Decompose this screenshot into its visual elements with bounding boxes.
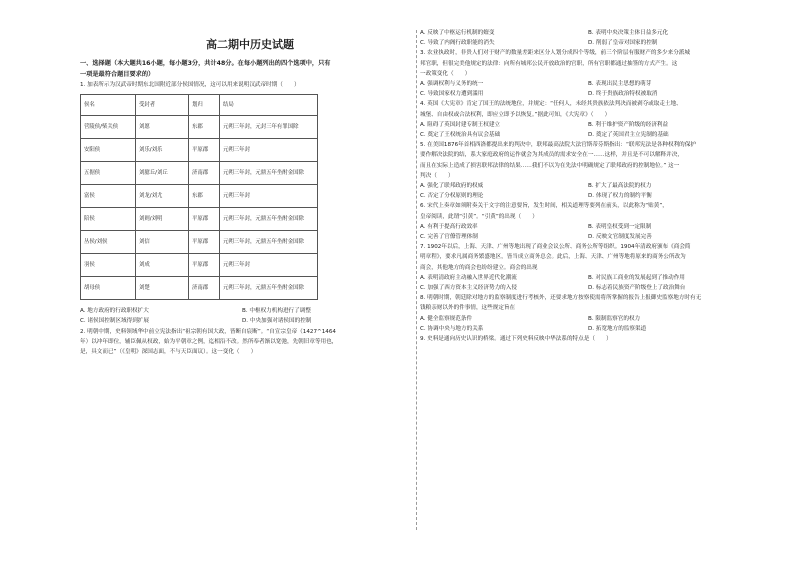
option-c: C. 加强了西方资本主义经济势力的入侵 bbox=[420, 285, 517, 292]
table-cell: 济南郡 bbox=[189, 162, 220, 185]
option-c: C. 导致了内阁行政职能的消失 bbox=[420, 40, 495, 47]
fief-table bbox=[80, 94, 318, 300]
question-2-line: 是，具文而已”（《皇明》深国志面，不与天臣面议）。这一变化（ ） bbox=[80, 349, 257, 356]
question-3-line: 3. 农业执政时，非贵人们对于财产的数量差距来区分人划分成四个等级，前三个阶层有服财产的多少来分派城 bbox=[420, 50, 691, 57]
table-cell: 刘龙/刘尤 bbox=[136, 185, 189, 208]
table-cell: 刘则/刘明 bbox=[136, 208, 189, 231]
table-cell: 元朔三年封，元封三年有罪国除 bbox=[220, 116, 318, 139]
question-6-line: 6. 宋代上奏章如须附奏关于文字的注意要旨，发生时间，相关道理等要列在前头，以此称为“贴黄”， bbox=[420, 203, 668, 210]
table-row bbox=[81, 231, 318, 254]
question-6-options-row1 bbox=[420, 222, 756, 232]
option-c: C. 导致国家权力遭到滥用 bbox=[420, 91, 484, 98]
table-cell: 元朔三年封，元鼎五年坐酎金国除 bbox=[220, 208, 318, 231]
table-cell: 元朔三年封 bbox=[220, 254, 318, 277]
table-cell: 刘乐/刘乐 bbox=[136, 139, 189, 162]
question-7-options-row2 bbox=[420, 283, 756, 293]
question-7-options-row1 bbox=[420, 273, 756, 283]
table-cell: 平原郡 bbox=[189, 254, 220, 277]
table-row bbox=[81, 208, 318, 231]
question-5 bbox=[420, 140, 756, 181]
table-cell: 刘愿 bbox=[136, 116, 189, 139]
table-row bbox=[81, 277, 318, 300]
option-a: A. 表明清政府主动融入世界近代化潮流 bbox=[420, 274, 517, 281]
question-5-line: 5. 在美国1876年首相西洛都提出来的判决中，联邦最高法院大法官斯蒂芬斯指出：“联邦宪法是各种权利的保护 bbox=[420, 142, 696, 149]
table-cell: 元朔三年封，元鼎五年坐酎金国除 bbox=[220, 231, 318, 254]
section-heading-line2: 一项是最符合题目要求的） bbox=[80, 71, 155, 78]
option-b: B. 利于维护资产阶级的经济利益 bbox=[588, 121, 669, 128]
table-row bbox=[81, 254, 318, 277]
table-cell: 刘信 bbox=[136, 231, 189, 254]
table-cell: 刘成 bbox=[136, 254, 189, 277]
table-row bbox=[81, 185, 318, 208]
option-b: B. 限制监察官的权力 bbox=[588, 315, 641, 322]
question-2-options-row1 bbox=[420, 28, 756, 38]
option-a: A. 强调权利与义务的统一 bbox=[420, 81, 484, 88]
question-4-line: 4. 英国《大宪章》肯定了国王的法统地位，并规定：“任何人，未经其贵族依法判决而被剥夺或取走土地、 bbox=[420, 101, 682, 108]
option-d: D. 体现了权力的制约平衡 bbox=[588, 193, 652, 200]
option-b: B. 表明中央决策主体日益多元化 bbox=[588, 30, 669, 36]
option-a: A. 强化了联邦政府的权威 bbox=[420, 183, 484, 190]
option-c: C. 协调中央与地方的关系 bbox=[420, 325, 484, 332]
question-3 bbox=[420, 48, 756, 79]
table-cell: 富侯 bbox=[81, 185, 136, 208]
option-b: B. 表现出民主思想的萌芽 bbox=[588, 81, 652, 88]
table-header-cell: 划归 bbox=[189, 95, 220, 116]
table-header-cell: 结局 bbox=[220, 95, 318, 116]
right-column bbox=[420, 28, 756, 344]
option-c: C. 奠定了王权统治具有议会基础 bbox=[420, 132, 501, 139]
option-d: D. 削弱了皇帝对国家的控制 bbox=[588, 40, 658, 47]
option-c: C. 诸侯国控制区域得到扩展 bbox=[80, 318, 149, 325]
question-8-options-row1 bbox=[420, 314, 756, 324]
question-4-options-row1 bbox=[420, 120, 756, 130]
question-5-line: 判决（ ） bbox=[420, 172, 454, 179]
option-b: B. 对民族工商业的发展起到了推动作用 bbox=[588, 274, 685, 281]
question-5-line: 要作解决法院的结，系大家庭政府的运作就会为其成员的需求安全在一……这样，并且是不可以解释并决， bbox=[420, 152, 683, 159]
question-1-options-row2 bbox=[80, 316, 420, 326]
section-heading-line1: 一、选择题（本大题共16小题，每小题3分，共计48分。在每小题列出的四个选项中，只有 bbox=[80, 60, 331, 67]
table-cell: 平原郡 bbox=[189, 208, 220, 231]
option-d: D. 标志着民族资产阶级登上了政治舞台 bbox=[588, 285, 686, 292]
question-8-options-row2 bbox=[420, 324, 756, 334]
option-d: D. 中央加强对诸侯国的控制 bbox=[242, 318, 312, 325]
question-9-stem: 9. 史料是通向历史认识的桥梁。通过下列史料反映中华法系的特点是（ ） bbox=[420, 336, 612, 343]
option-a: A. 反映了中枢运行机制的嬗变 bbox=[420, 30, 495, 36]
question-4 bbox=[420, 99, 756, 119]
table-cell: 营陵侯/柴关侯 bbox=[81, 116, 136, 139]
table-cell: 五据侯 bbox=[81, 162, 136, 185]
option-b: B. 扩大了最高法院的权力 bbox=[588, 183, 652, 190]
option-d: D. 拓宽地方的监察渠道 bbox=[588, 325, 647, 332]
table-row bbox=[81, 162, 318, 185]
table-cell: 平原郡 bbox=[189, 231, 220, 254]
question-2-line: 年）以冲年即位，辅臣佩从权政，始为平朝章之例，迄相沿不改。然所奉者渐以宽弛，先朝旧章等用也， bbox=[80, 338, 338, 345]
exam-title: 高二期中历史试题 bbox=[206, 38, 294, 51]
question-4-line: 城堡、自由权或合法权利，即应立即予以恢复。”据此可知，《大宪章》（ ） bbox=[420, 111, 611, 118]
question-7-line: 明章程》，要求凡属商务繁盛地区，皆当成立商务总会。此后，上海、天津、广州等地将原来的商务公所改为 bbox=[420, 254, 686, 261]
question-6-options-row2 bbox=[420, 232, 756, 242]
question-6-line: 皇帝阅读，此谓“引黄”。“引黄”的出现（ ） bbox=[420, 213, 538, 220]
table-cell: 陪侯 bbox=[81, 208, 136, 231]
section-heading bbox=[80, 58, 420, 80]
question-1-stem: 1. 加表所示为汉武帝时期东北国附近部分侯国情况，这可以用来说明汉武帝时期（ ） bbox=[80, 82, 300, 88]
table-cell: 羽侯 bbox=[81, 254, 136, 277]
table-cell: 平原郡 bbox=[189, 139, 220, 162]
question-3-options-row2 bbox=[420, 89, 756, 99]
table-row bbox=[81, 116, 318, 139]
question-3-line: 一政策变化（ ） bbox=[420, 70, 471, 77]
table-cell: 济南郡 bbox=[189, 277, 220, 300]
table-cell: 东郡 bbox=[189, 116, 220, 139]
option-a: A. 地方政府的行政职权扩大 bbox=[80, 308, 149, 315]
question-2 bbox=[80, 327, 420, 358]
table-header-row bbox=[81, 95, 318, 116]
table-cell: 安阳侯 bbox=[81, 139, 136, 162]
option-b: B. 表明皇权受到一定限制 bbox=[588, 223, 652, 230]
option-d: D. 奠定了英国君主立宪制的基础 bbox=[588, 132, 669, 139]
question-8 bbox=[420, 293, 756, 313]
question-5-options-row2 bbox=[420, 191, 756, 201]
table-cell: 刘臆丘/刘丘 bbox=[136, 162, 189, 185]
question-2-options-row2 bbox=[420, 38, 756, 48]
question-8-line: 8. 明朝时期，朝廷除对地方的监察制度进行考核外，还要求地方按察使需将所掌握的报告上报御史监察地方时有无 bbox=[420, 295, 702, 302]
question-3-line: 邦官职，但很完美他规定的法律：向所有城邦公民开放政治的官职，所有官职都通过抽签的方式产生。这 bbox=[420, 60, 678, 67]
table-header-cell: 侯名 bbox=[81, 95, 136, 116]
option-a: A. 健全监察规范条件 bbox=[420, 315, 473, 322]
option-b: B. 中枢权力机构进行了调整 bbox=[242, 308, 311, 315]
table-cell: 元朔三年封 bbox=[220, 185, 318, 208]
option-a: A. 有利于提高行政效率 bbox=[420, 223, 478, 230]
table-row bbox=[81, 139, 318, 162]
table-cell: 丛侯/刘侯 bbox=[81, 231, 136, 254]
table-cell: 东郡 bbox=[189, 185, 220, 208]
question-6 bbox=[420, 201, 756, 221]
question-7-line: 7. 1902年以后，上海、天津、广州等地出现了商业会议公所、商务公所等组织。1904年清政府颁布《商会简 bbox=[420, 244, 691, 251]
question-7-line: 商会，其他地方的商会也纷纷建立。商会的出现 bbox=[420, 264, 538, 271]
question-1-options-row1 bbox=[80, 306, 420, 316]
table-cell: 胡母侯 bbox=[81, 277, 136, 300]
question-8-line: 钱粮亲财以外的件事情，这些规定旨在 bbox=[420, 305, 516, 312]
question-7 bbox=[420, 242, 756, 273]
table-cell: 元朔三年封 bbox=[220, 139, 318, 162]
option-d: D. 终于贵族政治特权被取消 bbox=[588, 91, 658, 98]
question-4-options-row2 bbox=[420, 130, 756, 140]
table-cell: 元朔三年封，元鼎五年坐酎金国除 bbox=[220, 162, 318, 185]
question-2-line: 2. 明朝中期，史料领域华中前立宪法指出“祖宗朝有国大政，皆断自宸断”。“自宣宗皇帝（1427^1464 bbox=[80, 328, 336, 335]
question-5-options-row1 bbox=[420, 181, 756, 191]
option-c: C. 否定了分权原则的理论 bbox=[420, 193, 484, 200]
left-column bbox=[80, 28, 420, 357]
table-header-cell: 受封者 bbox=[136, 95, 189, 116]
table-cell: 刘楚 bbox=[136, 277, 189, 300]
option-c: C. 完善了官僚管理体制 bbox=[420, 234, 478, 241]
question-5-line: 而且在实际上造成了损害联邦法律的结果……我们不以为在先法中明确规定了联邦政府的控制地位。” 这一 bbox=[420, 162, 680, 169]
option-d: D. 反映文官制度发展完善 bbox=[588, 234, 652, 241]
option-a: A. 阻碍了英国封建专制王权建立 bbox=[420, 121, 501, 128]
table-cell: 元朔三年封，元鼎五年坐酎金国除 bbox=[220, 277, 318, 300]
question-3-options-row1 bbox=[420, 79, 756, 89]
